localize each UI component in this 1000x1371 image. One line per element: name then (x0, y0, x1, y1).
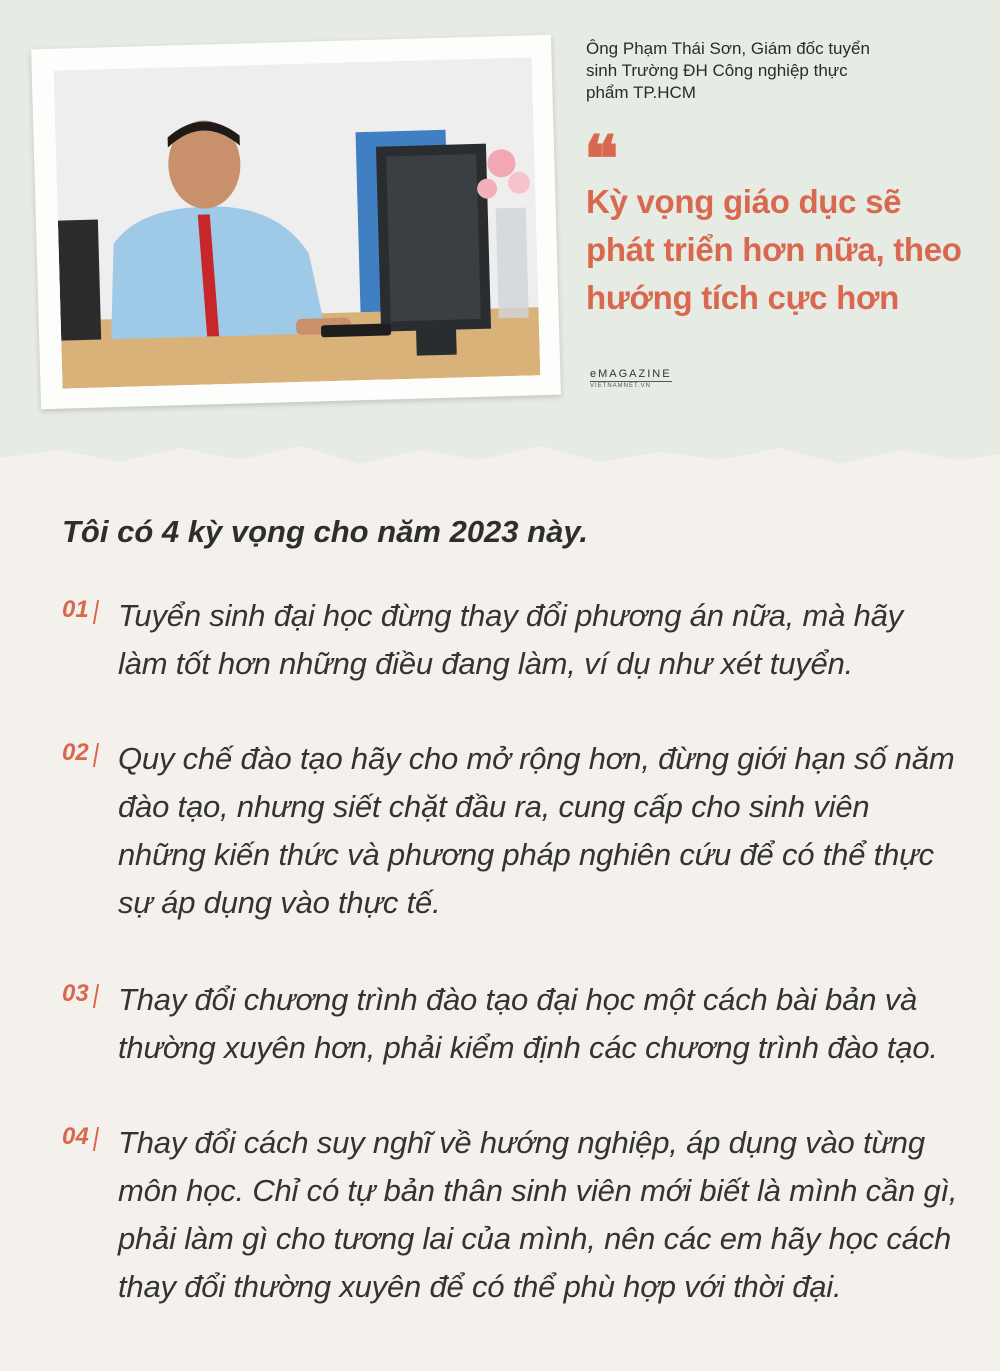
item-divider (93, 600, 99, 624)
portrait-photo (54, 57, 541, 388)
brand-name: eMAGAZINE (590, 368, 672, 380)
item-divider (93, 984, 99, 1008)
intro-heading: Tôi có 4 kỳ vọng cho năm 2023 này. (62, 514, 589, 549)
portrait-photo-card (31, 35, 561, 409)
pull-quote: Kỳ vọng giáo dục sẽ phát triển hơn nữa, theo hướng tích cực hơn (586, 183, 962, 316)
item-text: Tuyển sinh đại học đừng thay đổi phương án nữa, mà hãy làm tốt hơn những điều đang làm, ví dụ như xét tuyển. (118, 598, 903, 681)
item-text: Thay đổi cách suy nghĩ về hướng nghiệp, áp dụng vào từng môn học. Chỉ có tự bản thân sinh viên mới biết là mình cần gì, phải làm gì cho tương lai của mình, nên các em hãy học cách thay đổi thường xuyên để có thể phù hợp với thời đại. (118, 1125, 958, 1304)
item-number: 04 (62, 1123, 89, 1150)
item-divider (93, 743, 99, 767)
photo-caption: Ông Phạm Thái Sơn, Giám đốc tuyển sinh Trường ĐH Công nghiệp thực phẩm TP.HCM (586, 39, 870, 102)
torn-paper-edge (0, 420, 1000, 480)
quote-mark-icon: ❝ (584, 122, 619, 197)
item-text: Quy chế đào tạo hãy cho mở rộng hơn, đừng giới hạn số năm đào tạo, nhưng siết chặt đầu ra, cung cấp cho sinh viên những kiến thức và phương pháp nghiên cứu để có thể thực sự áp dụng vào thực tế. (118, 741, 955, 920)
item-text: Thay đổi chương trình đào tạo đại học một cách bài bản và thường xuyên hơn, phải kiểm định các chương trình đào tạo. (118, 982, 938, 1065)
item-number: 01 (62, 596, 89, 623)
item-number: 03 (62, 980, 89, 1007)
brand-logo (590, 364, 700, 389)
item-divider (93, 1127, 99, 1151)
brand-domain: VIETNAMNET.VN (590, 383, 652, 389)
item-number: 02 (62, 739, 89, 766)
